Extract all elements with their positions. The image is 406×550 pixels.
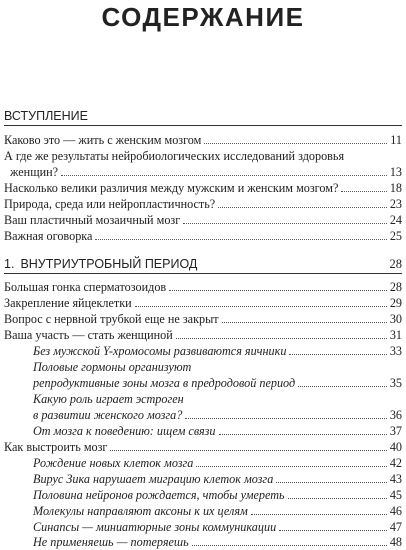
toc-entry-page: 25 bbox=[389, 229, 402, 243]
toc-entry-label: Рождение новых клеток мозга bbox=[33, 456, 194, 470]
page-title: СОДЕРЖАНИЕ bbox=[101, 2, 305, 32]
leader-dots bbox=[95, 239, 386, 240]
section-title: ВНУТРИУТРОБНЫЙ ПЕРИОД bbox=[20, 257, 198, 271]
leader-dots bbox=[289, 354, 386, 355]
leader-dots bbox=[135, 306, 387, 307]
toc-entry-page: 47 bbox=[389, 520, 402, 534]
toc-subentry[interactable] bbox=[33, 534, 402, 550]
leader-dots bbox=[185, 418, 386, 419]
toc-entry-page: 46 bbox=[389, 504, 402, 518]
toc-entry-label: Половина нейронов рождается, чтобы умереть bbox=[33, 488, 285, 502]
toc-entry[interactable] bbox=[4, 132, 402, 148]
toc-entry-label: Вопрос с нервной трубкой еще не закрыт bbox=[4, 312, 219, 326]
toc-entry-label: Не применяешь — потеряешь bbox=[33, 535, 189, 549]
section-title: ВСТУПЛЕНИЕ bbox=[4, 109, 88, 123]
toc-entry-page: 33 bbox=[389, 344, 402, 358]
toc-entry-label-line2: женщин? bbox=[10, 165, 59, 179]
toc-subentry[interactable] bbox=[33, 359, 402, 391]
leader-dots bbox=[341, 191, 386, 192]
toc-subentry[interactable] bbox=[33, 471, 402, 487]
toc-entry-page: 24 bbox=[389, 213, 402, 227]
leader-dots bbox=[298, 386, 387, 387]
toc-entry-page: 29 bbox=[389, 296, 402, 310]
toc-subentry[interactable] bbox=[33, 391, 402, 423]
toc-entry[interactable] bbox=[4, 180, 402, 196]
toc-entry[interactable] bbox=[4, 311, 402, 327]
leader-dots bbox=[110, 450, 386, 451]
toc-entry-label-line1: Половые гормоны организуют bbox=[33, 360, 192, 374]
toc-entry[interactable] bbox=[4, 148, 402, 180]
toc-entry-page: 40 bbox=[389, 440, 402, 454]
toc-entry-label: От мозга к поведению: ищем связи bbox=[33, 424, 216, 438]
toc-entry[interactable] bbox=[4, 212, 402, 228]
toc-entry-page: 31 bbox=[389, 328, 402, 342]
toc-subentry[interactable] bbox=[33, 423, 402, 439]
toc-entry-page: 36 bbox=[389, 408, 402, 422]
toc-entry-label: Важная оговорка bbox=[4, 229, 93, 243]
chapter-number: 1. bbox=[4, 257, 15, 271]
leader-dots bbox=[204, 143, 387, 144]
section-heading-chapter-1[interactable] bbox=[4, 256, 402, 274]
toc-entry-label: Ваша участь — стать женщиной bbox=[4, 328, 173, 342]
toc-entry-label: Большая гонка сперматозоидов bbox=[4, 280, 167, 294]
toc-subentry[interactable] bbox=[33, 343, 402, 359]
toc-entry-label: Молекулы направляют аксоны к их целям bbox=[33, 504, 248, 518]
toc-entry-label: Синапсы — миниатюрные зоны коммуникации bbox=[33, 520, 277, 534]
toc-entry-label-line2: в развитии женского мозга? bbox=[33, 408, 183, 422]
toc-entry[interactable] bbox=[4, 196, 402, 212]
toc-entry-page: 18 bbox=[389, 181, 402, 195]
section-heading-intro bbox=[4, 108, 402, 126]
leader-dots bbox=[288, 498, 387, 499]
toc-entry-label: Насколько велики различия между мужским и женским мозгом? bbox=[4, 181, 339, 195]
leader-dots bbox=[276, 482, 387, 483]
toc-entry[interactable] bbox=[4, 228, 402, 244]
toc-subentry[interactable] bbox=[33, 455, 402, 471]
toc-entry-page: 28 bbox=[389, 280, 402, 294]
leader-dots bbox=[183, 223, 387, 224]
toc-entry-page: 11 bbox=[390, 133, 402, 147]
toc-entry-page: 23 bbox=[389, 197, 402, 211]
leader-dots bbox=[169, 290, 387, 291]
toc-entry[interactable] bbox=[4, 279, 402, 295]
toc-entry-label-line1: А где же результаты нейробиологических исследований здоровья bbox=[4, 149, 345, 163]
toc-subentry[interactable] bbox=[33, 487, 402, 503]
toc-entry-label: Каково это — жить с женским мозгом bbox=[4, 133, 202, 147]
toc-entry-page: 28 bbox=[389, 257, 402, 271]
leader-dots bbox=[176, 338, 387, 339]
toc-entry-label: Как выстроить мозг bbox=[4, 440, 108, 454]
toc-entry-label: Ваш пластичный мозаичный мозг bbox=[4, 213, 181, 227]
toc-entry-page: 48 bbox=[389, 535, 402, 549]
toc-entry-label: Закрепление яйцеклетки bbox=[4, 296, 132, 310]
toc-entry-page: 42 bbox=[389, 456, 402, 470]
leader-dots bbox=[219, 434, 387, 435]
toc-entry[interactable] bbox=[4, 439, 402, 455]
toc-entry[interactable] bbox=[4, 295, 402, 311]
toc-entry-page: 13 bbox=[389, 165, 402, 179]
toc-entry[interactable] bbox=[4, 327, 402, 343]
toc-entry-label: Без мужской Y-хромосомы развиваются яичники bbox=[33, 344, 287, 358]
leader-dots bbox=[279, 530, 387, 531]
toc-subentry[interactable] bbox=[33, 519, 402, 535]
leader-dots bbox=[222, 322, 387, 323]
toc-entry-page: 45 bbox=[389, 488, 402, 502]
leader-dots bbox=[192, 545, 387, 546]
leader-dots bbox=[61, 175, 387, 176]
toc-entry-label-line2: репродуктивные зоны мозга в предродовой период bbox=[33, 376, 296, 390]
leader-dots bbox=[251, 514, 387, 515]
toc-entry-page: 37 bbox=[389, 424, 402, 438]
toc-entry-page: 43 bbox=[389, 472, 402, 486]
toc-entry-label: Вирус Зика нарушает миграцию клеток мозга bbox=[33, 472, 274, 486]
toc-subentry[interactable] bbox=[33, 503, 402, 519]
toc-entry-page: 35 bbox=[389, 376, 402, 390]
toc-entry-page: 30 bbox=[389, 312, 402, 326]
toc-entry-label-line1: Какую роль играет эстроген bbox=[33, 392, 184, 406]
toc-entry-label: Природа, среда или нейропластичность? bbox=[4, 197, 216, 211]
leader-dots bbox=[218, 207, 387, 208]
leader-dots bbox=[196, 466, 386, 467]
